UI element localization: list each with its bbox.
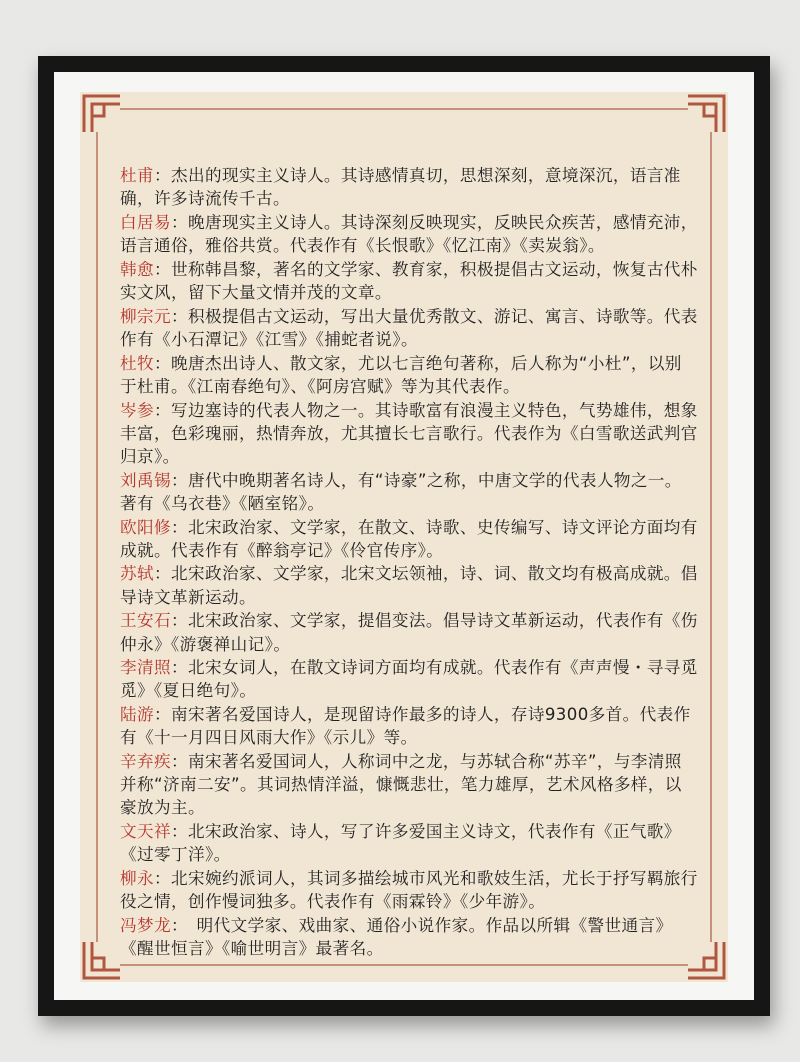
- poet-name: 王安石: [120, 611, 171, 631]
- poet-entry: [120, 750, 698, 820]
- poet-entry: [120, 914, 698, 960]
- poet-entry: [120, 352, 698, 398]
- poet-description: ：世称韩昌黎，著名的文学家、教育家，积极提倡古文运动，恢复古代朴实文风，留下大量文情并茂的文章。: [120, 259, 698, 303]
- poet-entry: [120, 516, 698, 562]
- poet-entry: [120, 258, 698, 304]
- border-left-line: [96, 132, 98, 942]
- poet-name: 陆游: [120, 705, 154, 725]
- poet-description: ：唐代中晚期著名诗人，有“诗豪”之称，中唐文学的代表人物之一。著有《乌衣巷》《陋室铭》。: [120, 470, 682, 513]
- poet-name: 岑参: [120, 400, 154, 420]
- poet-entry: [120, 820, 698, 866]
- poet-description: ：北宋政治家、文学家，提倡变法。倡导诗文革新运动，代表作有《伤仲永》《游褒禅山记》。: [120, 611, 698, 654]
- poet-description: ：北宋政治家、诗人，写了许多爱国主义诗文，代表作有《正气歌》《过零丁洋》。: [120, 822, 681, 865]
- poet-description: ：北宋政治家、文学家，在散文、诗歌、史传编写、诗文评论方面均有成就。代表作有《醉翁亭记》《伶官传序》。: [120, 517, 698, 560]
- poet-entry: [120, 469, 698, 515]
- poet-description: ：北宋女词人，在散文诗词方面均有成就。代表作有《声声慢・寻寻觅觅》《夏日绝句》。: [120, 658, 698, 701]
- border-right-line: [710, 132, 712, 942]
- corner-ornament-icon: [82, 940, 122, 980]
- poet-name: 杜牧: [120, 353, 154, 373]
- poet-description: ：晚唐现实主义诗人。其诗深刻反映现实，反映民众疾苦，感情充沛，语言通俗，雅俗共赏。代表作有《长恨歌》《忆江南》《卖炭翁》。: [120, 212, 698, 256]
- poet-entry: [120, 867, 698, 913]
- poet-description: ：写边塞诗的代表人物之一。其诗歌富有浪漫主义特色，气势雄伟，想象丰富，色彩瑰丽，热情奔放，尤其擅长七言歌行。代表作为《白雪歌送武判官归京》。: [120, 400, 698, 466]
- poet-entry: [120, 164, 698, 210]
- poet-description: ：北宋政治家、文学家，北宋文坛领袖，诗、词、散文均有极高成就。倡导诗文革新运动。: [120, 564, 698, 607]
- poet-name: 韩愈: [120, 259, 154, 279]
- poet-name: 白居易: [120, 212, 171, 232]
- poet-name: 刘禹锡: [120, 470, 171, 490]
- poet-entry: [120, 399, 698, 469]
- poet-name: 冯梦龙: [120, 916, 171, 935]
- poet-name: 柳宗元: [120, 306, 171, 326]
- poet-description: ：南宋著名爱国词人，人称词中之龙，与苏轼合称“苏辛”，与李清照并称“济南二安”。其词热情洋溢，慷慨悲壮，笔力雄厚，艺术风格多样，以豪放为主。: [120, 752, 682, 818]
- poet-entry: [120, 211, 698, 257]
- poet-entry: [120, 609, 698, 655]
- poet-name: 文天祥: [120, 822, 171, 842]
- corner-ornament-icon: [686, 94, 726, 134]
- poet-description: ：积极提倡古文运动，写出大量优秀散文、游记、寓言、诗歌等。代表作有《小石潭记》《江雪》《捕蛇者说》。: [120, 306, 698, 349]
- poet-name: 欧阳修: [120, 517, 171, 537]
- poet-list: [120, 164, 698, 961]
- border-top-line: [120, 108, 688, 110]
- poet-description: ：北宋婉约派词人，其词多描绘城市风光和歌妓生活，尤长于抒写羁旅行役之情，创作慢词独多。代表作有《雨霖铃》《少年游》。: [120, 869, 698, 912]
- poet-description: ：南宋著名爱国诗人，是现留诗作最多的诗人，存诗9300多首。代表作有《十一月四日风雨大作》《示儿》等。: [120, 705, 691, 748]
- border-bottom-line: [120, 964, 688, 966]
- poet-name: 李清照: [120, 658, 171, 678]
- poet-description: ： 明代文学家、戏曲家、通俗小说作家。作品以所辑《警世通言》《醒世恒言》《喻世明言》最著名。: [120, 916, 673, 959]
- poet-name: 苏轼: [120, 564, 154, 584]
- poet-description: ：晚唐杰出诗人、散文家，尤以七言绝句著称，后人称为“小杜”，以别于杜甫。《江南春绝句》、《阿房宫赋》等为其代表作。: [120, 353, 682, 396]
- poet-description: ：杰出的现实主义诗人。其诗感情真切，思想深刻，意境深沉，语言准确，许多诗流传千古。: [120, 166, 681, 209]
- corner-ornament-icon: [82, 94, 122, 134]
- poet-entry: [120, 562, 698, 608]
- poet-entry: [120, 703, 698, 749]
- poet-name: 杜甫: [120, 166, 154, 185]
- poet-entry: [120, 656, 698, 702]
- poet-name: 辛弃疾: [120, 752, 171, 772]
- poet-name: 柳永: [120, 869, 154, 889]
- poet-entry: [120, 305, 698, 351]
